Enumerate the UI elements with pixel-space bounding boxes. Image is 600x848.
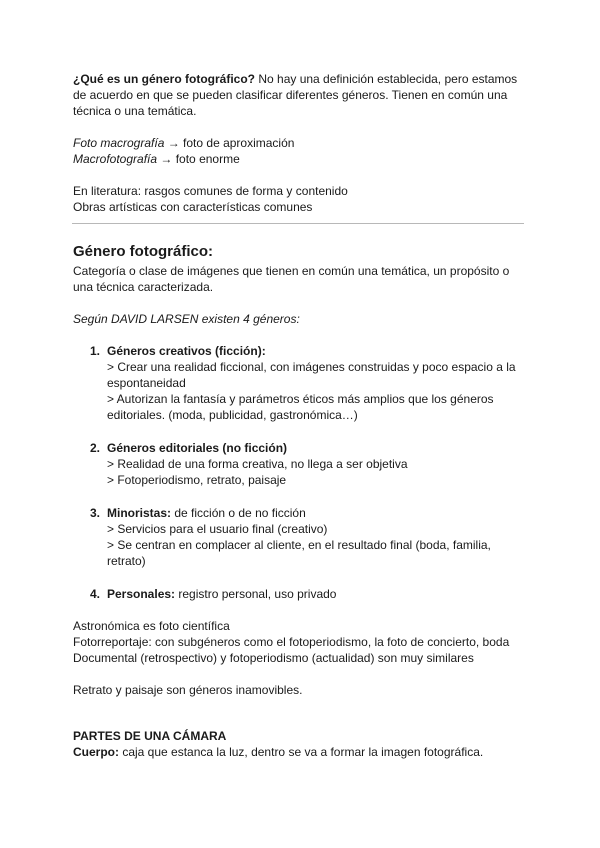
immovable-note: Retrato y paisaje son géneros inamovibles. [73,683,303,697]
arrow-glyph: → [157,152,176,166]
list-item [73,505,528,569]
genre-heading [73,242,528,262]
genre-source-text: Según DAVID LARSEN existen 4 géneros: [73,312,300,326]
document-page [73,71,528,760]
definition-term: Macrofotografía [73,152,158,166]
genre-heading-text: Género fotográfico: [73,243,214,260]
list-number: 3. [90,506,101,520]
definition-meaning: foto de aproximación [183,136,295,150]
literature-line: Obras artísticas con características comunes [73,200,313,214]
list-item-detail: > Crear una realidad ficcional, con imágenes construidas y poco espacio a la espontaneidad [107,360,516,390]
definition-meaning: foto enorme [175,152,240,166]
camera-line [73,744,528,760]
list-item-title: Géneros editoriales (no ficción) [107,441,288,455]
list-item-detail: > Realidad de una forma creativa, no llega a ser objetiva [107,457,408,471]
genre-source [73,311,528,327]
list-number: 1. [90,344,101,358]
arrow-glyph: → [164,136,184,150]
note-line: Fotorreportaje: con subgéneros como el fotoperiodismo, la foto de concierto, boda [73,635,510,649]
intro-paragraph [73,71,528,119]
list-item-rest: registro personal, uso privado [175,587,337,601]
list-item [73,440,528,488]
camera-text: caja que estanca la luz, dentro se va a formar la imagen fotográfica. [119,745,484,759]
list-item-title: Géneros creativos (ficción): [107,344,266,358]
list-item-title: Personales: [107,587,176,601]
genre-list [73,343,528,602]
list-number: 4. [90,587,101,601]
camera-term: Cuerpo: [73,745,119,759]
note-line: Astronómica es foto científica [73,619,230,633]
list-item-rest: de ficción o de no ficción [171,506,306,520]
list-item-title: Minoristas: [107,506,172,520]
intro-text: No hay una definición establecida, pero estamos de acuerdo en que se pueden clasificar diferentes géneros. Tienen en común una técnica o una temática. [73,72,518,118]
definition-term: Foto macrografía [73,136,165,150]
genre-definition: Categoría o clase de imágenes que tienen en común una temática, un propósito o una técnica caracterizada. [73,264,510,294]
literature-line: En literatura: rasgos comunes de forma y contenido [73,184,348,198]
horizontal-divider [72,223,524,224]
camera-heading: PARTES DE UNA CÁMARA [73,729,227,743]
list-item-detail: > Servicios para el usuario final (creativo) [107,522,328,536]
definition-line [73,135,528,151]
list-item-detail: > Fotoperiodismo, retrato, paisaje [107,473,287,487]
definition-line [73,151,528,167]
list-item [73,586,528,602]
intro-question: ¿Qué es un género fotográfico? [73,72,256,86]
list-item-detail: > Autorizan la fantasía y parámetros éticos más amplios que los géneros editoriales. (moda, publicidad, gastronómica…) [107,392,494,422]
list-item-detail: > Se centran en complacer al cliente, en el resultado final (boda, familia, retrato) [107,538,491,568]
list-item [73,343,528,423]
note-line: Documental (retrospectivo) y fotoperiodismo (actualidad) son muy similares [73,651,474,665]
list-number: 2. [90,441,101,455]
